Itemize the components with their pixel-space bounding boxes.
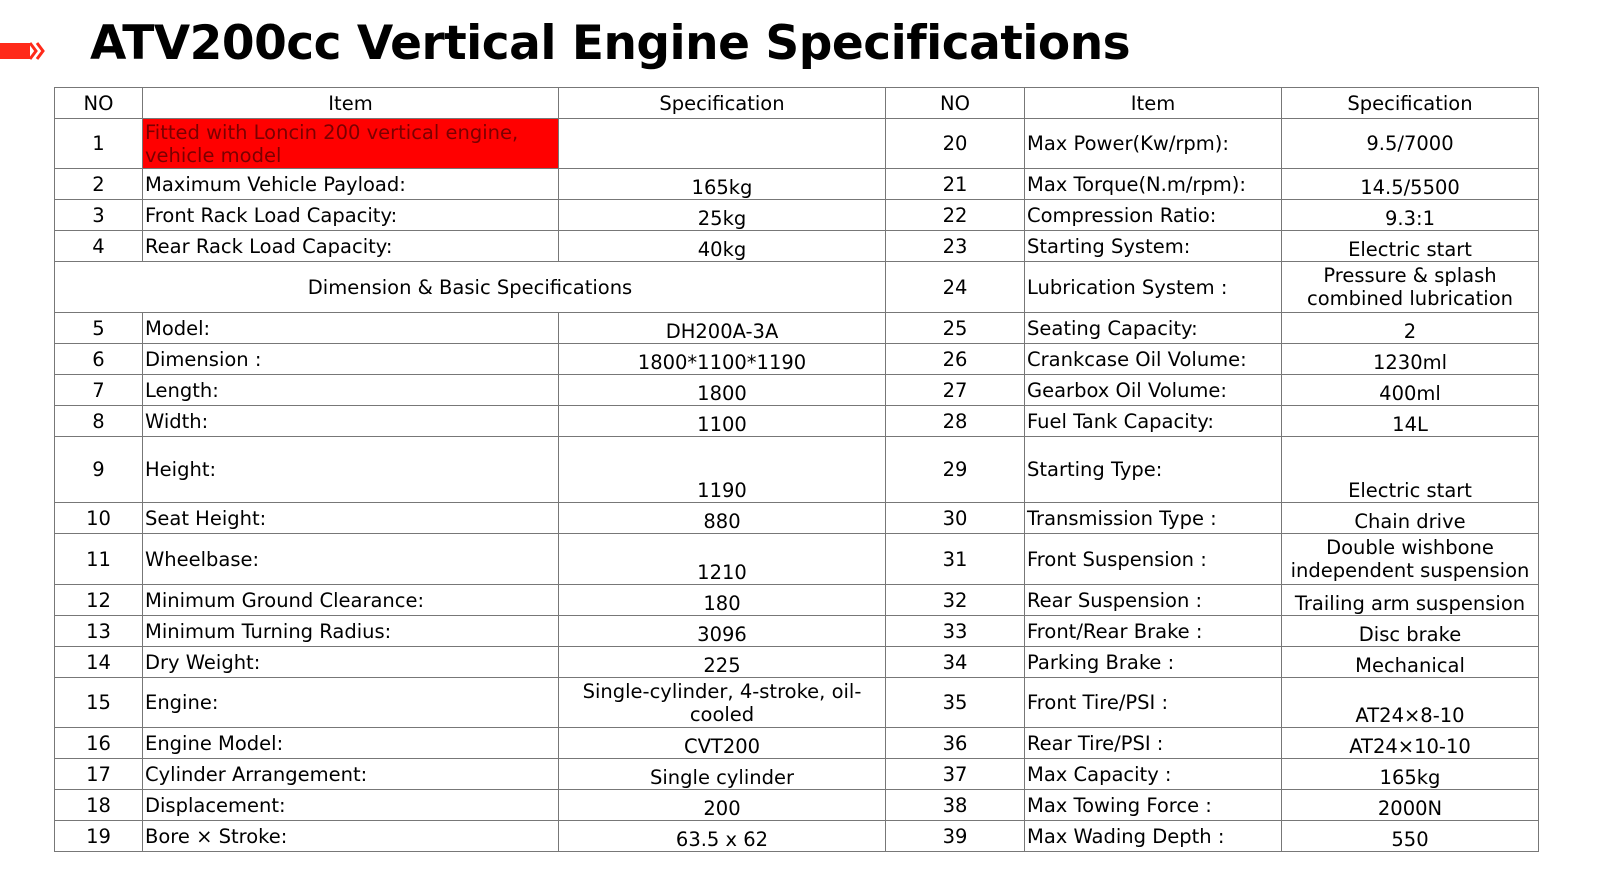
row-number: 38 bbox=[886, 790, 1025, 821]
row-number: 11 bbox=[55, 534, 143, 585]
spec-value: 225 bbox=[559, 647, 886, 678]
table-row bbox=[55, 821, 1539, 852]
spec-value: Double wishbone independent suspension bbox=[1282, 534, 1539, 585]
item-label: Parking Brake : bbox=[1025, 647, 1282, 678]
row-number: 9 bbox=[55, 437, 143, 503]
item-label: Lubrication System : bbox=[1025, 262, 1282, 313]
spec-value: AT24×10-10 bbox=[1282, 728, 1539, 759]
spec-value: Single cylinder bbox=[559, 759, 886, 790]
item-label: Cylinder Arrangement: bbox=[143, 759, 559, 790]
spec-value: DH200A-3A bbox=[559, 313, 886, 344]
spec-value: 2000N bbox=[1282, 790, 1539, 821]
spec-value: AT24×8-10 bbox=[1282, 678, 1539, 728]
page-title: ATV200cc Vertical Engine Specifications bbox=[90, 16, 1131, 71]
spec-value: 550 bbox=[1282, 821, 1539, 852]
row-number: 31 bbox=[886, 534, 1025, 585]
item-label: Width: bbox=[143, 406, 559, 437]
item-label: Seat Height: bbox=[143, 503, 559, 534]
spec-value: CVT200 bbox=[559, 728, 886, 759]
item-label: Wheelbase: bbox=[143, 534, 559, 585]
table-row bbox=[55, 534, 1539, 585]
item-label: Front Tire/PSI : bbox=[1025, 678, 1282, 728]
spec-value: 14L bbox=[1282, 406, 1539, 437]
item-label: Rear Suspension : bbox=[1025, 585, 1282, 616]
spec-value: 14.5/5500 bbox=[1282, 169, 1539, 200]
row-number: 29 bbox=[886, 437, 1025, 503]
row-number: 16 bbox=[55, 728, 143, 759]
item-label: Displacement: bbox=[143, 790, 559, 821]
table-row bbox=[55, 759, 1539, 790]
spec-value: 1100 bbox=[559, 406, 886, 437]
table-row bbox=[55, 678, 1539, 728]
row-number: 21 bbox=[886, 169, 1025, 200]
row-number: 37 bbox=[886, 759, 1025, 790]
table-row bbox=[55, 231, 1539, 262]
spec-value: 40kg bbox=[559, 231, 886, 262]
spec-value: 1190 bbox=[559, 437, 886, 503]
row-number: 5 bbox=[55, 313, 143, 344]
item-label: Fuel Tank Capacity: bbox=[1025, 406, 1282, 437]
item-label: Minimum Turning Radius: bbox=[143, 616, 559, 647]
row-number: 1 bbox=[55, 119, 143, 169]
table-row bbox=[55, 375, 1539, 406]
item-label: Max Power(Kw/rpm): bbox=[1025, 119, 1282, 169]
item-label: Length: bbox=[143, 375, 559, 406]
spec-value: 1800 bbox=[559, 375, 886, 406]
item-label: Front Suspension : bbox=[1025, 534, 1282, 585]
row-number: 26 bbox=[886, 344, 1025, 375]
section-heading: Dimension & Basic Specifications bbox=[55, 262, 886, 313]
item-label: Gearbox Oil Volume: bbox=[1025, 375, 1282, 406]
table-row bbox=[55, 616, 1539, 647]
row-number: 8 bbox=[55, 406, 143, 437]
item-label: Seating Capacity: bbox=[1025, 313, 1282, 344]
row-number: 14 bbox=[55, 647, 143, 678]
spec-value: Electric start bbox=[1282, 437, 1539, 503]
row-number: 24 bbox=[886, 262, 1025, 313]
row-number: 12 bbox=[55, 585, 143, 616]
item-label: Max Wading Depth : bbox=[1025, 821, 1282, 852]
spec-value: Trailing arm suspension bbox=[1282, 585, 1539, 616]
item-label: Model: bbox=[143, 313, 559, 344]
spec-value: 200 bbox=[559, 790, 886, 821]
row-number: 25 bbox=[886, 313, 1025, 344]
spec-value: 2 bbox=[1282, 313, 1539, 344]
header-item-right: Item bbox=[1025, 88, 1282, 119]
item-label: Engine Model: bbox=[143, 728, 559, 759]
header-no-left: NO bbox=[55, 88, 143, 119]
item-label: Transmission Type : bbox=[1025, 503, 1282, 534]
row-number: 33 bbox=[886, 616, 1025, 647]
item-label: Crankcase Oil Volume: bbox=[1025, 344, 1282, 375]
item-label: Starting Type: bbox=[1025, 437, 1282, 503]
item-label: Minimum Ground Clearance: bbox=[143, 585, 559, 616]
row-number: 28 bbox=[886, 406, 1025, 437]
header-no-right: NO bbox=[886, 88, 1025, 119]
item-label: Bore × Stroke: bbox=[143, 821, 559, 852]
spec-value: 165kg bbox=[559, 169, 886, 200]
table-row bbox=[55, 585, 1539, 616]
row-number: 39 bbox=[886, 821, 1025, 852]
table-row bbox=[55, 262, 1539, 313]
spec-value: Chain drive bbox=[1282, 503, 1539, 534]
spec-value: Electric start bbox=[1282, 231, 1539, 262]
item-label: Max Towing Force : bbox=[1025, 790, 1282, 821]
spec-value: 165kg bbox=[1282, 759, 1539, 790]
table-row bbox=[55, 169, 1539, 200]
row-number: 30 bbox=[886, 503, 1025, 534]
table-row bbox=[55, 647, 1539, 678]
item-label: Max Torque(N.m/rpm): bbox=[1025, 169, 1282, 200]
item-label: Starting System: bbox=[1025, 231, 1282, 262]
row-number: 10 bbox=[55, 503, 143, 534]
spec-value: 880 bbox=[559, 503, 886, 534]
table-row bbox=[55, 313, 1539, 344]
row-number: 2 bbox=[55, 169, 143, 200]
table-row bbox=[55, 790, 1539, 821]
item-label: Rear Tire/PSI : bbox=[1025, 728, 1282, 759]
row-number: 32 bbox=[886, 585, 1025, 616]
row-number: 6 bbox=[55, 344, 143, 375]
spec-value: Mechanical bbox=[1282, 647, 1539, 678]
spec-value: 3096 bbox=[559, 616, 886, 647]
spec-value: 1210 bbox=[559, 534, 886, 585]
row-number: 35 bbox=[886, 678, 1025, 728]
header-item-left: Item bbox=[143, 88, 559, 119]
table-row bbox=[55, 728, 1539, 759]
table-row bbox=[55, 119, 1539, 169]
item-label: Front Rack Load Capacity: bbox=[143, 200, 559, 231]
table-header-row bbox=[55, 88, 1539, 119]
spec-value: 63.5 x 62 bbox=[559, 821, 886, 852]
item-label: Rear Rack Load Capacity: bbox=[143, 231, 559, 262]
item-label: Maximum Vehicle Payload: bbox=[143, 169, 559, 200]
item-label: Dimension : bbox=[143, 344, 559, 375]
spec-value: 400ml bbox=[1282, 375, 1539, 406]
item-label: Compression Ratio: bbox=[1025, 200, 1282, 231]
item-label: Engine: bbox=[143, 678, 559, 728]
row-number: 7 bbox=[55, 375, 143, 406]
row-number: 34 bbox=[886, 647, 1025, 678]
table-row bbox=[55, 437, 1539, 503]
header-spec-left: Specification bbox=[559, 88, 886, 119]
row-number: 18 bbox=[55, 790, 143, 821]
spec-value: 9.5/7000 bbox=[1282, 119, 1539, 169]
header-spec-right: Specification bbox=[1282, 88, 1539, 119]
row-number: 27 bbox=[886, 375, 1025, 406]
spec-value: 1230ml bbox=[1282, 344, 1539, 375]
row-number: 19 bbox=[55, 821, 143, 852]
item-label: Max Capacity : bbox=[1025, 759, 1282, 790]
item-label: Dry Weight: bbox=[143, 647, 559, 678]
spec-value: Single-cylinder, 4-stroke, oil-cooled bbox=[559, 678, 886, 728]
spec-value: 1800*1100*1190 bbox=[559, 344, 886, 375]
row-number: 3 bbox=[55, 200, 143, 231]
highlighted-item: Fitted with Loncin 200 vertical engine, vehicle model bbox=[143, 119, 559, 169]
spec-value: 9.3:1 bbox=[1282, 200, 1539, 231]
row-number: 22 bbox=[886, 200, 1025, 231]
spec-value: Disc brake bbox=[1282, 616, 1539, 647]
row-number: 23 bbox=[886, 231, 1025, 262]
row-number: 36 bbox=[886, 728, 1025, 759]
table-row bbox=[55, 503, 1539, 534]
table-row bbox=[55, 344, 1539, 375]
item-label: Front/Rear Brake : bbox=[1025, 616, 1282, 647]
spec-value: 180 bbox=[559, 585, 886, 616]
row-number: 15 bbox=[55, 678, 143, 728]
spec-value: 25kg bbox=[559, 200, 886, 231]
spec-table-body bbox=[55, 88, 1539, 852]
row-number: 17 bbox=[55, 759, 143, 790]
item-label: Height: bbox=[143, 437, 559, 503]
table-row bbox=[55, 200, 1539, 231]
spec-value: Pressure & splash combined lubrication bbox=[1282, 262, 1539, 313]
spec-value bbox=[559, 119, 886, 169]
row-number: 20 bbox=[886, 119, 1025, 169]
spec-table bbox=[54, 87, 1539, 852]
row-number: 4 bbox=[55, 231, 143, 262]
row-number: 13 bbox=[55, 616, 143, 647]
chevron-arrow-icon bbox=[0, 36, 58, 66]
table-row bbox=[55, 406, 1539, 437]
